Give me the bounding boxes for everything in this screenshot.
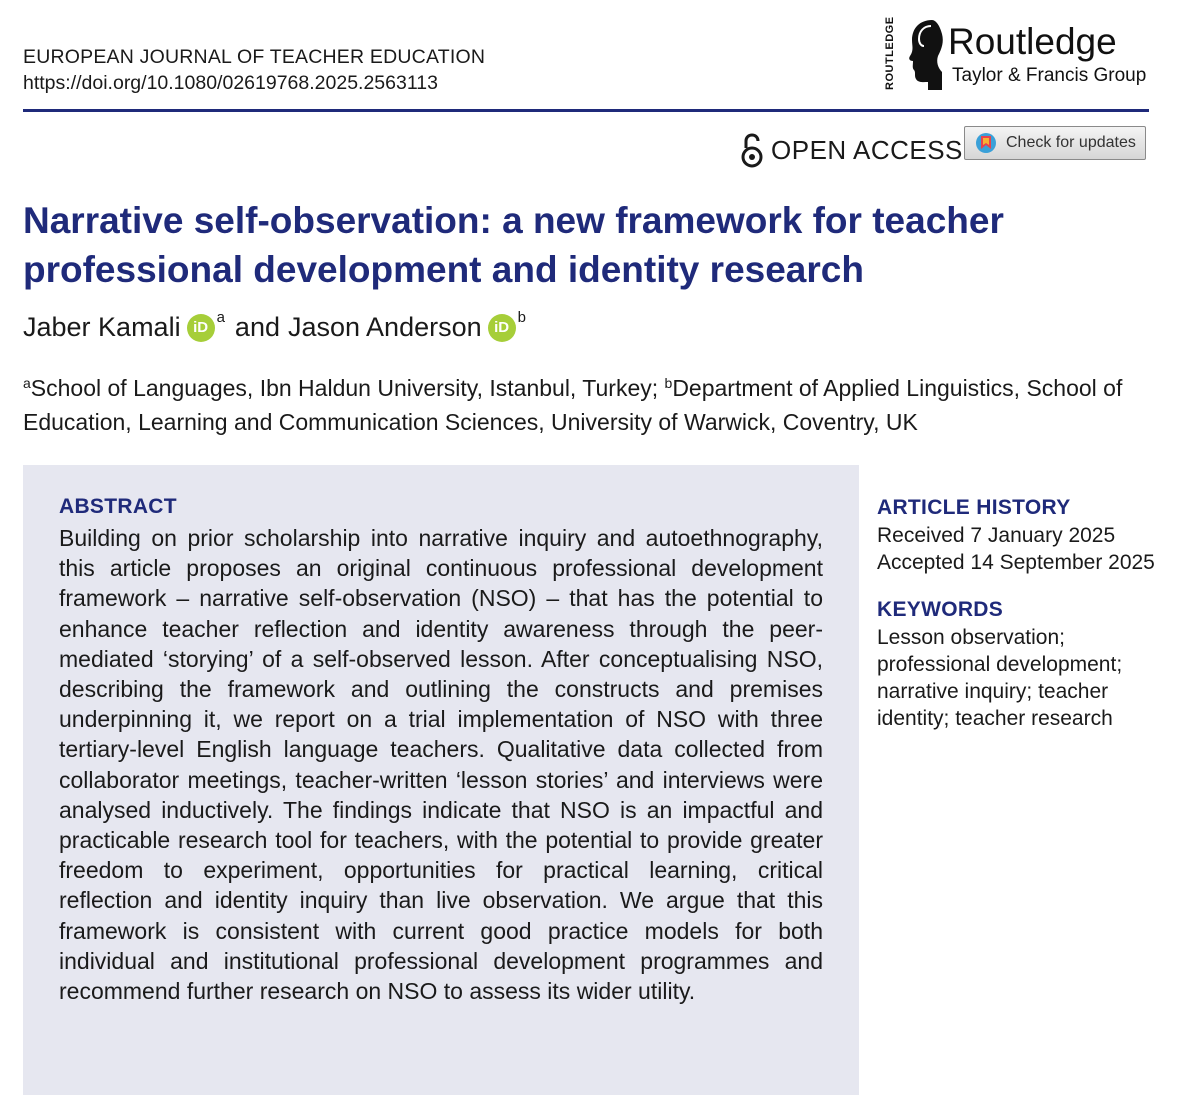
author-name[interactable]: Jason Anderson <box>287 312 482 342</box>
accepted-date: Accepted 14 September 2025 <box>877 551 1155 574</box>
keywords-text: Lesson observation; professional development; narrative inquiry; teacher identity; teacher research <box>877 626 1123 730</box>
doi-link[interactable]: https://doi.org/10.1080/02619768.2025.2563113 <box>23 72 438 94</box>
affiliation-marker: b <box>517 309 526 326</box>
author-conjunction: and <box>234 312 280 342</box>
affiliations <box>23 373 1153 438</box>
article-history-heading: ARTICLE HISTORY <box>877 496 1071 519</box>
crossmark-icon <box>975 132 997 154</box>
journal-name: EUROPEAN JOURNAL OF TEACHER EDUCATION <box>23 46 486 68</box>
open-access-badge <box>739 132 963 168</box>
received-date: Received 7 January 2025 <box>877 524 1116 547</box>
open-lock-icon <box>739 132 765 168</box>
affiliation-key: a <box>23 375 31 391</box>
publisher-name: Routledge <box>948 21 1117 62</box>
orcid-icon[interactable]: iD <box>488 314 516 342</box>
header-divider <box>23 109 1149 112</box>
check-updates-label: Check for updates <box>1006 134 1136 151</box>
keywords-section <box>877 596 1167 732</box>
open-access-label: OPEN ACCESS <box>771 134 963 165</box>
affiliation-text: School of Languages, Ibn Haldun University, Istanbul, Turkey; <box>30 375 665 401</box>
affiliation-marker: a <box>216 309 225 326</box>
abstract-text: Building on prior scholarship into narrative inquiry and autoethnography, this article proposes an original continuous professional development framework – narrative self-observation (NSO) – that has the potential to enhance teacher reflection and identity awareness through the peer-mediated ‘storying’ of a self-observed lesson. After conceptualising NSO, describing the framework and outlining the constructs and premises underpinning it, we report on a trial implementation of NSO with three tertiary-level English language teachers. Qualitative data collected from collaborator meetings, teacher-written ‘lesson stories’ and interviews were analysed inductively. The findings indicate that NSO is an impactful and practicable research tool for teachers, with the potential to provide greater freedom to experiment, opportunities for practical learning, critical reflection and identity inquiry than live observation. We argue that this framework is consistent with current good practice models for both individual and institutional professional development programmes and recommend further research on NSO to assess its wider utility. <box>59 525 823 1005</box>
journal-header <box>23 44 485 96</box>
abstract-panel <box>23 465 859 1095</box>
routledge-head-icon <box>902 16 944 92</box>
orcid-icon[interactable]: iD <box>187 314 215 342</box>
publisher-vertical-label: ROUTLEDGE <box>884 16 896 90</box>
publisher-group: Taylor & Francis Group <box>952 65 1147 86</box>
publisher-logo <box>884 14 1154 94</box>
affiliation-key: b <box>664 375 673 391</box>
keywords-heading: KEYWORDS <box>877 598 1004 621</box>
abstract-heading: ABSTRACT <box>59 495 177 518</box>
author-list <box>23 309 526 343</box>
check-updates-button[interactable] <box>964 126 1146 160</box>
author-name[interactable]: Jaber Kamali <box>23 312 181 342</box>
article-history <box>877 494 1167 576</box>
affiliation-text: Department of Applied Linguistics, School of Education, Learning and Communication Sciences, University of Warwick, Coventry, UK <box>23 375 1123 435</box>
article-title: Narrative self-observation: a new framework for teacher professional development and identity research <box>23 200 1004 290</box>
